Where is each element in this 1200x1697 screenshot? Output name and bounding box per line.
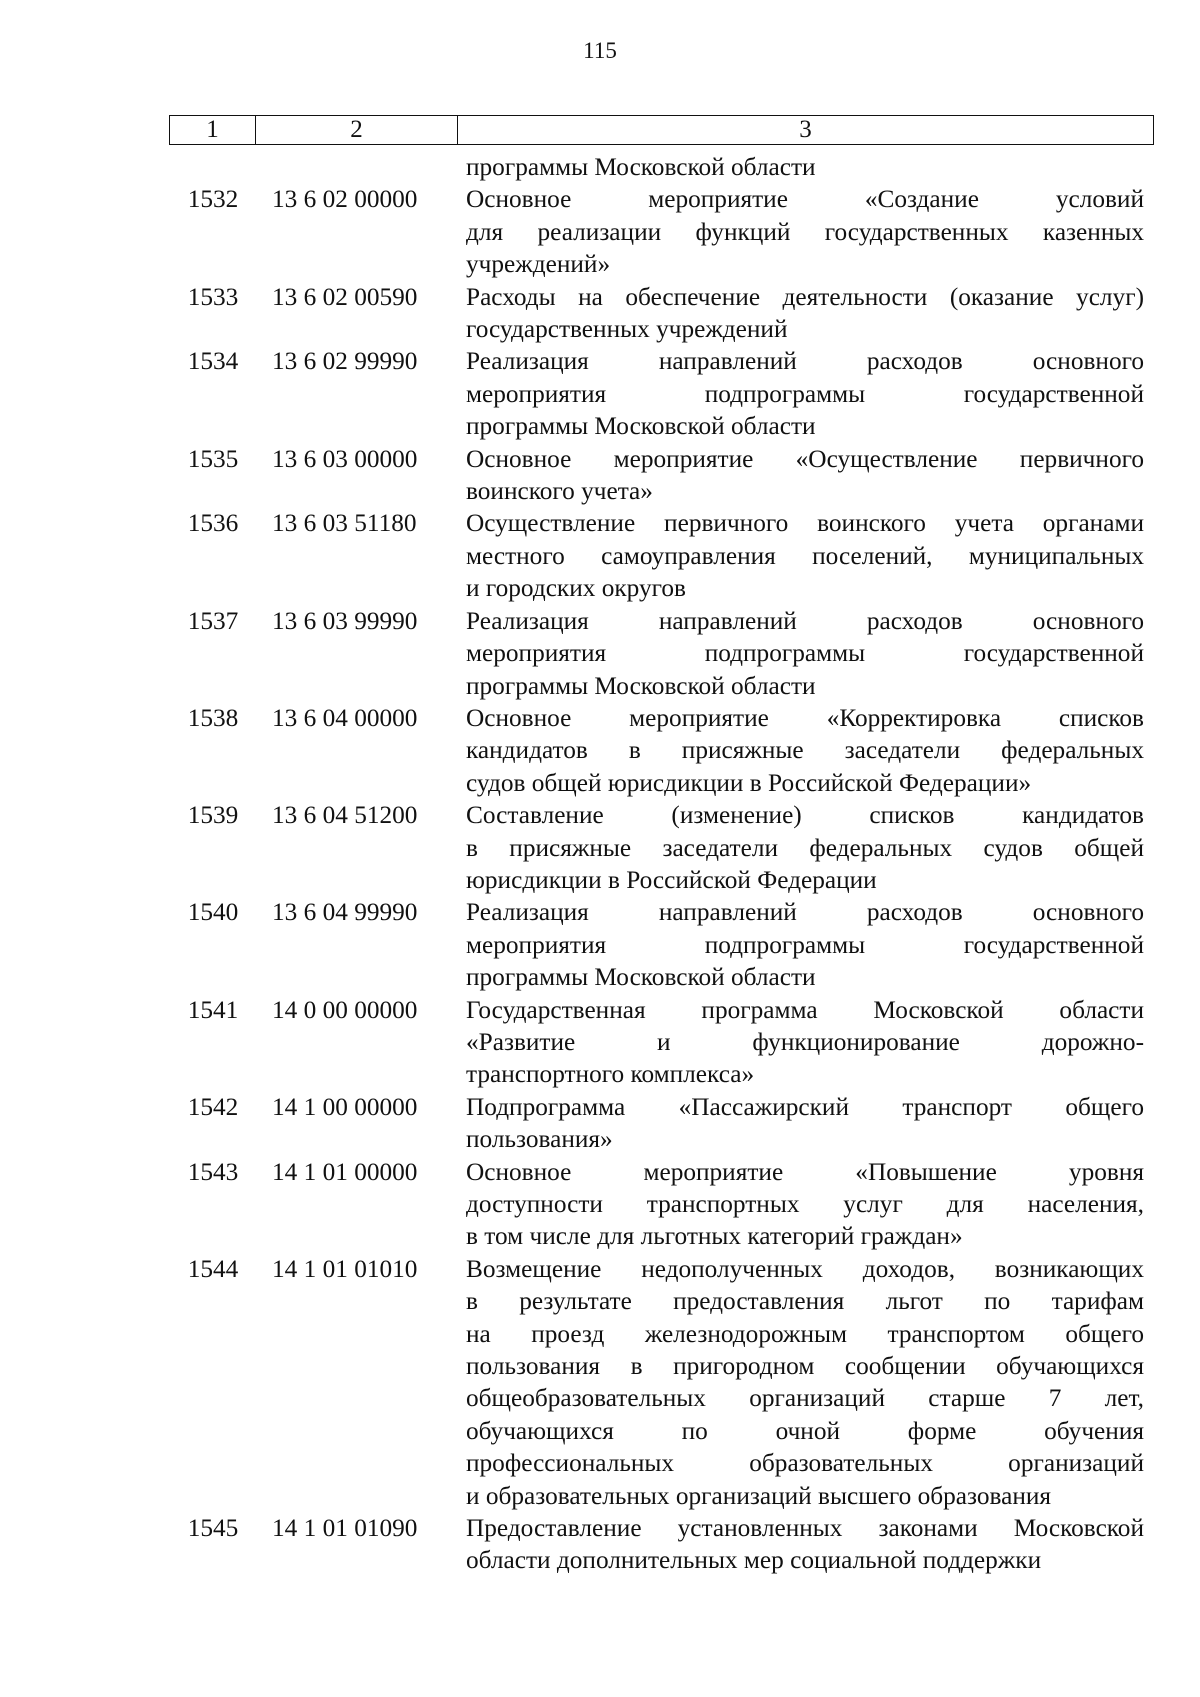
description-line: судов общей юрисдикции в Российской Федерации» [466,768,1032,797]
row-description [466,183,1144,280]
description-line: программы Московской области [466,963,816,992]
description-line: юрисдикции в Российской Федерации [466,865,877,894]
description-line: для реализации функций государственных казенных [466,217,1144,246]
row-description [466,1512,1144,1577]
row-number: 1536 [187,509,239,538]
row-code: 13 6 03 51180 [272,509,417,538]
table-row [0,443,1200,508]
description-line: мероприятия подпрограммы государственной [466,639,1144,668]
row-description [466,443,1144,508]
description-line: местного самоуправления поселений, муниципальных [466,541,1144,570]
row-number: 1535 [187,444,239,473]
table-header [169,115,1154,145]
description-line: Реализация направлений расходов основного [466,606,1144,635]
description-line: Основное мероприятие «Осуществление первичного [466,444,1144,473]
description-line: на проезд железнодорожным транспортом общего [466,1319,1144,1348]
description-line: Реализация направлений расходов основного [466,347,1144,376]
description-line: области дополнительных мер социальной поддержки [466,1546,1042,1575]
description-line: доступности транспортных услуг для населения, [466,1190,1144,1218]
row-description [466,281,1144,346]
description-line: Возмещение недополученных доходов, возникающих [466,1254,1144,1283]
description-line: Составление (изменение) списков кандидатов [466,801,1144,830]
description-line: и образовательных организаций высшего образования [466,1481,1052,1510]
row-code: 13 6 02 99990 [272,347,418,376]
description-line: пользования» [466,1125,613,1154]
table-row [0,799,1200,896]
table-row [0,345,1200,442]
row-number: 1537 [187,606,239,635]
description-line: Расходы на обеспечение деятельности (оказание услуг) [466,282,1144,311]
row-number: 1544 [187,1254,239,1283]
row-code: 13 6 03 99990 [272,606,418,635]
row-code: 14 1 01 01010 [272,1254,418,1283]
description-line: транспортного комплекса» [466,1060,755,1089]
row-number: 1538 [187,703,239,732]
row-number: 1543 [187,1157,239,1186]
table-row [0,1253,1200,1512]
row-description [466,994,1144,1091]
row-description [466,799,1144,896]
description-line: пользования в пригородном сообщении обучающихся [466,1352,1144,1381]
row-description [466,605,1144,702]
description-line: в результате предоставления льгот по тарифам [466,1287,1144,1316]
table-row [0,1512,1200,1577]
description-line: Реализация направлений расходов основного [466,898,1144,927]
row-code: 13 6 04 00000 [272,703,418,732]
table-row [0,1091,1200,1156]
row-description [466,1091,1144,1156]
row-code: 13 6 03 00000 [272,444,418,473]
description-line: общеобразовательных организаций старше 7 лет, [466,1384,1144,1413]
description-line: в присяжные заседатели федеральных судов общей [466,833,1144,862]
description-line: и городских округов [466,574,686,603]
description-line: мероприятия подпрограммы государственной [466,930,1144,959]
row-description [466,151,1144,183]
row-number: 1539 [187,801,239,830]
table-row [0,151,1200,183]
row-description [466,507,1144,604]
row-description [466,896,1144,993]
description-line: учреждений» [466,250,611,279]
row-description [466,1253,1144,1512]
table-row [0,605,1200,702]
table-body [0,151,1200,1577]
row-code: 14 1 01 01090 [272,1514,418,1543]
row-code: 13 6 02 00000 [272,185,418,214]
row-number: 1532 [187,185,239,214]
table-row [0,281,1200,346]
header-col-1: 1 [170,116,256,144]
description-line: Основное мероприятие «Повышение уровня [466,1157,1144,1186]
description-line: программы Московской области [466,153,816,181]
page-number: 115 [583,38,617,63]
row-code: 14 0 00 00000 [272,995,418,1024]
table-row [0,896,1200,993]
row-description [466,702,1144,799]
row-number: 1545 [187,1514,239,1543]
row-number: 1533 [187,282,239,311]
table-row [0,994,1200,1091]
description-line: воинского учета» [466,477,653,506]
row-code: 14 1 01 00000 [272,1157,418,1186]
description-line: в том числе для льготных категорий граждан» [466,1222,963,1251]
description-line: программы Московской области [466,412,816,441]
description-line: программы Московской области [466,671,816,700]
description-line: Основное мероприятие «Создание условий [466,185,1144,214]
description-line: Основное мероприятие «Корректировка списков [466,703,1144,732]
description-line: Государственная программа Московской области [466,995,1144,1024]
table-row [0,507,1200,604]
description-line: кандидатов в присяжные заседатели федеральных [466,736,1144,765]
row-number: 1534 [187,347,239,376]
row-description [466,1156,1144,1253]
header-col-3: 3 [799,116,812,143]
row-number: 1540 [187,898,239,927]
description-line: Осуществление первичного воинского учета органами [466,509,1144,538]
row-code: 14 1 00 00000 [272,1092,418,1121]
table-row [0,702,1200,799]
row-number: 1542 [187,1092,239,1121]
row-number: 1541 [187,995,239,1024]
description-line: обучающихся по очной форме обучения [466,1416,1144,1445]
table-row [0,1156,1200,1253]
row-code: 13 6 04 99990 [272,898,418,927]
description-line: государственных учреждений [466,315,788,344]
description-line: профессиональных образовательных организаций [466,1449,1144,1478]
description-line: Предоставление установленных законами Московской [466,1514,1144,1543]
row-description [466,345,1144,442]
description-line: Подпрограмма «Пассажирский транспорт общего [466,1092,1144,1121]
table-row [0,183,1200,280]
description-line: «Развитие и функционирование дорожно- [466,1027,1144,1056]
header-col-2: 2 [256,116,458,144]
row-code: 13 6 04 51200 [272,801,418,830]
row-code: 13 6 02 00590 [272,282,418,311]
description-line: мероприятия подпрограммы государственной [466,379,1144,408]
